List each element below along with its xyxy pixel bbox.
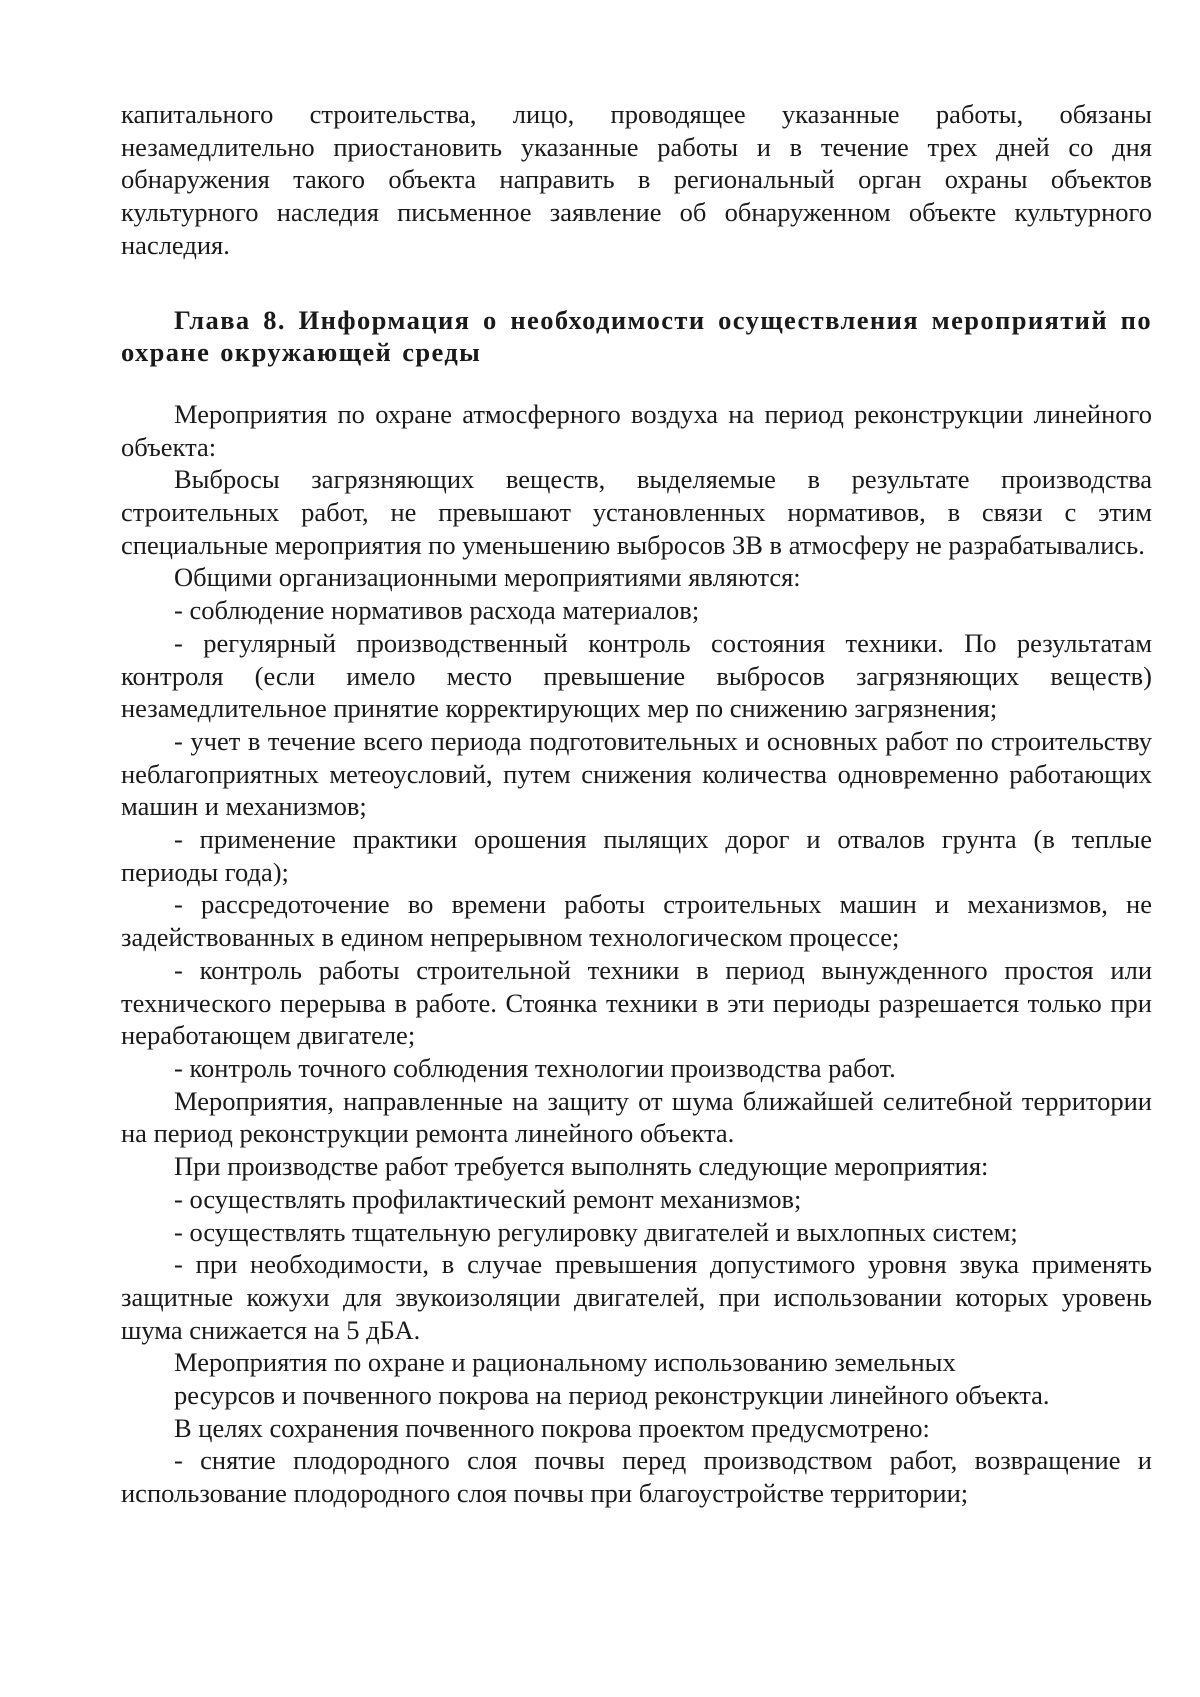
paragraph: Общими организационными мероприятиями являются: xyxy=(174,562,801,593)
list-item: - снятие плодородного слоя почвы перед производством работ, возвращение и использование плодородного слоя почвы при благоустройстве территории; xyxy=(121,1445,1152,1509)
list-item: - рассредоточение во времени работы строительных машин и механизмов, не задействованных в едином непрерывном технологическом процессе; xyxy=(121,889,1152,953)
chapter-heading: Глава 8. Информация о необходимости осуществления мероприятий по охране окружающей среды xyxy=(121,304,1152,368)
paragraph: Выбросы загрязняющих веществ, выделяемые в результате производства строительных работ, не превышают установленных нормативов, в связи с этим специальные мероприятия по уменьшению выбросов ЗВ в атмосферу не разрабатывались. xyxy=(121,464,1152,560)
paragraph: Мероприятия, направленные на защиту от шума ближайшей селитебной территории на период реконструкции ремонта линейного объекта. xyxy=(121,1085,1152,1149)
spacer xyxy=(121,262,1152,304)
spacer xyxy=(121,369,1152,398)
list-item: - регулярный производственный контроль состояния техники. По результатам контроля (если имело место превышение выбросов загрязняющих веществ) незамедлительное принятие корректирующих мер по снижению загрязнения; xyxy=(121,627,1152,724)
paragraph: ресурсов и почвенного покрова на период реконструкции линейного объекта. xyxy=(174,1380,1050,1411)
list-item: - учет в течение всего периода подготовительных и основных работ по строительству неблагоприятных метеоусловий, путем снижения количества одновременно работающих машин и механизмов; xyxy=(121,725,1152,822)
paragraph: В целях сохранения почвенного покрова проектом предусмотрено: xyxy=(174,1412,930,1443)
list-item: - контроль точного соблюдения технологии производства работ. xyxy=(174,1052,896,1083)
document-page xyxy=(121,98,1152,1510)
list-item: - соблюдение нормативов расхода материалов; xyxy=(174,595,700,626)
list-item: - применение практики орошения пылящих дорог и отвалов грунта (в теплые периоды года); xyxy=(121,824,1152,887)
paragraph: Мероприятия по охране и рациональному использованию земельных xyxy=(174,1347,956,1378)
list-item: - осуществлять профилактический ремонт механизмов; xyxy=(174,1183,802,1214)
intro-paragraph: капитального строительства, лицо, проводящее указанные работы, обязаны незамедлительно приостановить указанные работы и в течение трех дней со дня обнаружения такого объекта направить в региональный орган охраны объектов культурного наследия письменное заявление об обнаруженном объекте культурного наследия. xyxy=(121,99,1152,260)
paragraph: При производстве работ требуется выполнять следующие мероприятия: xyxy=(174,1151,989,1182)
list-item: - осуществлять тщательную регулировку двигателей и выхлопных систем; xyxy=(174,1216,1018,1247)
paragraph: Мероприятия по охране атмосферного воздуха на период реконструкции линейного объекта: xyxy=(121,398,1152,462)
list-item: - при необходимости, в случае превышения допустимого уровня звука применять защитные кожухи для звукоизоляции двигателей, при использовании которых уровень шума снижается на 5 дБА. xyxy=(121,1249,1152,1345)
list-item: - контроль работы строительной техники в период вынужденного простоя или технического перерыва в работе. Стоянка техники в эти периоды разрешается только при неработающем двигателе; xyxy=(121,954,1152,1051)
